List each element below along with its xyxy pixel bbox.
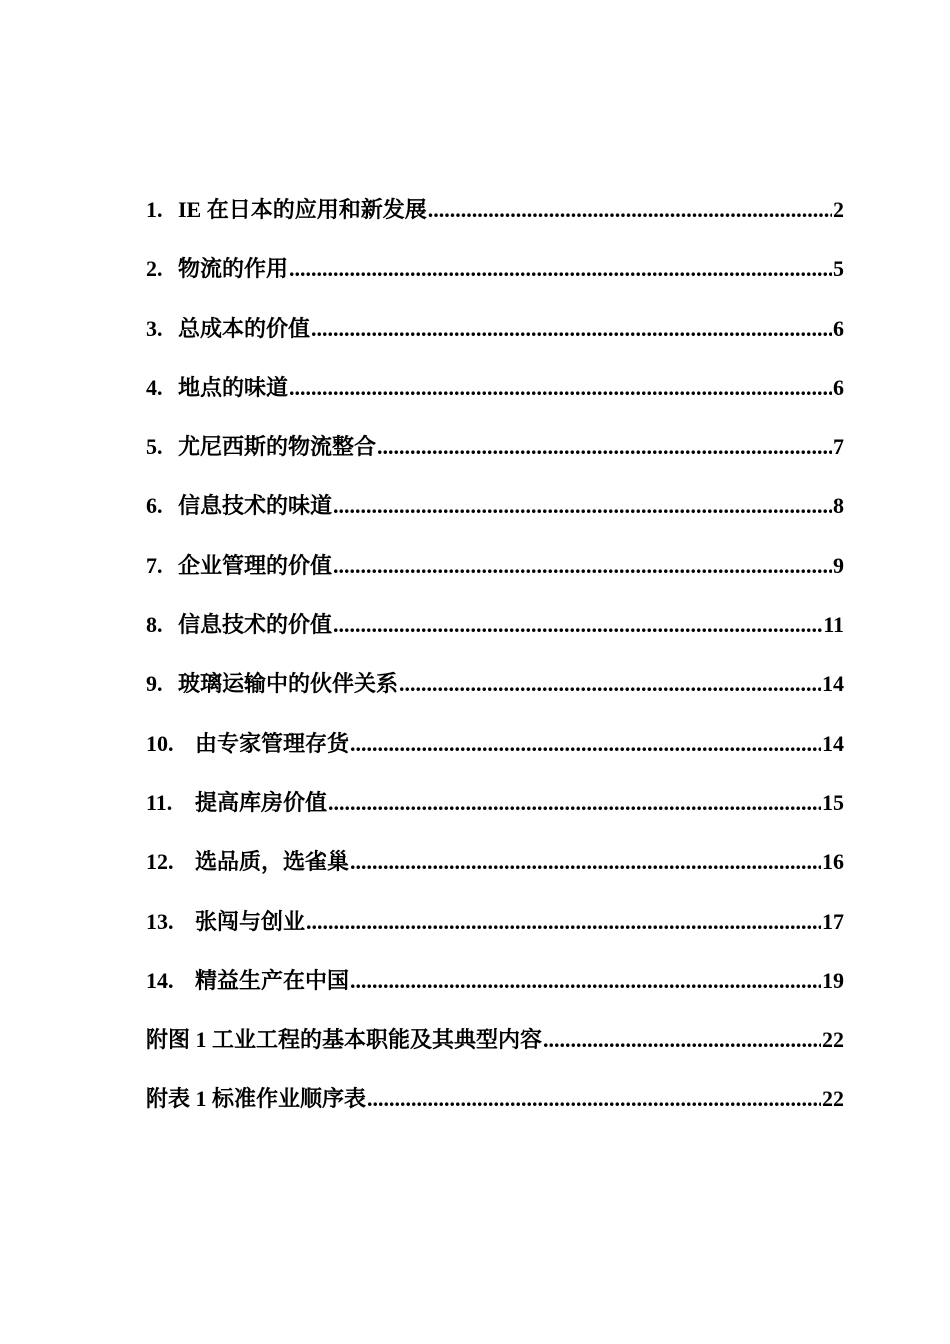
toc-entry-title: 尤尼西斯的物流整合 <box>178 434 377 460</box>
toc-entry-title: 精益生产在中国 <box>195 967 350 993</box>
toc-entry-page: 15 <box>822 789 844 815</box>
toc-entry-title: IE 在日本的应用和新发展 <box>178 197 427 222</box>
toc-appendix-entry[interactable] <box>146 1082 844 1141</box>
toc-entry[interactable] <box>146 608 844 667</box>
toc-entry-number: 13. <box>146 908 174 934</box>
toc-entry[interactable] <box>146 845 844 904</box>
toc-dot-leader <box>350 849 821 875</box>
toc-entry-title: 提高库房价值 <box>195 789 328 815</box>
toc-dot-leader <box>328 790 821 816</box>
toc-entry-number: 4. <box>146 374 163 400</box>
toc-entry[interactable] <box>146 667 844 726</box>
toc-entry[interactable] <box>146 312 844 371</box>
toc-entry-title: 玻璃运输中的伙伴关系 <box>178 671 399 697</box>
toc-entry-number: 12. <box>146 849 174 875</box>
toc-entry[interactable] <box>146 371 844 430</box>
toc-entry-title: 总成本的价值 <box>178 315 311 341</box>
toc-entry[interactable] <box>146 549 844 608</box>
toc-entry-page: 5 <box>833 256 844 282</box>
toc-entry-title: 企业管理的价值 <box>178 552 333 578</box>
toc-entry[interactable] <box>146 964 844 1023</box>
toc-entry[interactable] <box>146 252 844 311</box>
toc-entry-page: 8 <box>833 493 844 519</box>
toc-entry-number: 6. <box>146 493 163 519</box>
toc-entry-page: 14 <box>822 730 844 756</box>
table-of-contents <box>146 193 844 1142</box>
toc-dot-leader <box>350 731 821 757</box>
toc-entry-page: 7 <box>833 434 844 460</box>
toc-dot-leader <box>306 909 821 935</box>
toc-entry-title: 信息技术的价值 <box>178 612 333 638</box>
toc-entry[interactable] <box>146 489 844 548</box>
toc-entry-number: 3. <box>146 315 163 341</box>
toc-entry-title: 由专家管理存货 <box>195 730 350 756</box>
toc-dot-leader <box>333 612 822 638</box>
toc-entry-number: 9. <box>146 671 163 697</box>
toc-entry-number: 8. <box>146 612 163 638</box>
toc-entry[interactable] <box>146 727 844 786</box>
toc-entry-page: 9 <box>833 552 844 578</box>
toc-entry-number: 2. <box>146 256 163 282</box>
toc-dot-leader <box>377 434 832 460</box>
toc-entry-page: 14 <box>822 671 844 697</box>
toc-entry-number: 1. <box>146 197 163 222</box>
toc-entry[interactable] <box>146 786 844 845</box>
toc-entry[interactable] <box>146 193 844 252</box>
toc-entry-number: 5. <box>146 434 163 460</box>
toc-entry-page: 6 <box>833 315 844 341</box>
toc-entry-page: 19 <box>822 967 844 993</box>
toc-entry-number: 14. <box>146 967 174 993</box>
toc-entry-page: 16 <box>822 849 844 875</box>
toc-dot-leader <box>333 493 832 519</box>
toc-entry-page: 22 <box>822 1086 844 1112</box>
toc-entry-number: 7. <box>146 552 163 578</box>
toc-entry-title: 地点的味道 <box>178 374 289 400</box>
toc-dot-leader <box>333 553 832 579</box>
toc-entry-page: 17 <box>822 908 844 934</box>
toc-dot-leader <box>367 1086 821 1112</box>
toc-entry[interactable] <box>146 905 844 964</box>
toc-entry-page: 22 <box>822 1027 844 1053</box>
toc-entry-title: 选品质，选雀巢 <box>195 849 350 875</box>
toc-entry[interactable] <box>146 430 844 489</box>
toc-dot-leader <box>428 197 832 223</box>
toc-entry-page: 6 <box>833 374 844 400</box>
toc-dot-leader <box>399 671 821 697</box>
toc-dot-leader <box>289 256 832 282</box>
toc-entry-title: 附表 1 标准作业顺序表 <box>146 1086 367 1112</box>
toc-dot-leader <box>350 968 821 994</box>
toc-dot-leader <box>311 316 832 342</box>
toc-entry-title: 附图 1 工业工程的基本职能及其典型内容 <box>146 1027 543 1053</box>
toc-entry-title: 张闯与创业 <box>195 908 306 934</box>
toc-entry-page: 11 <box>823 612 844 638</box>
toc-dot-leader <box>543 1027 821 1053</box>
toc-entry-title: 物流的作用 <box>178 256 289 282</box>
toc-appendix-entry[interactable] <box>146 1023 844 1082</box>
toc-dot-leader <box>289 375 832 401</box>
toc-entry-number: 10. <box>146 730 174 756</box>
toc-entry-number: 11. <box>146 789 173 815</box>
toc-entry-page: 2 <box>833 197 844 222</box>
toc-entry-title: 信息技术的味道 <box>178 493 333 519</box>
